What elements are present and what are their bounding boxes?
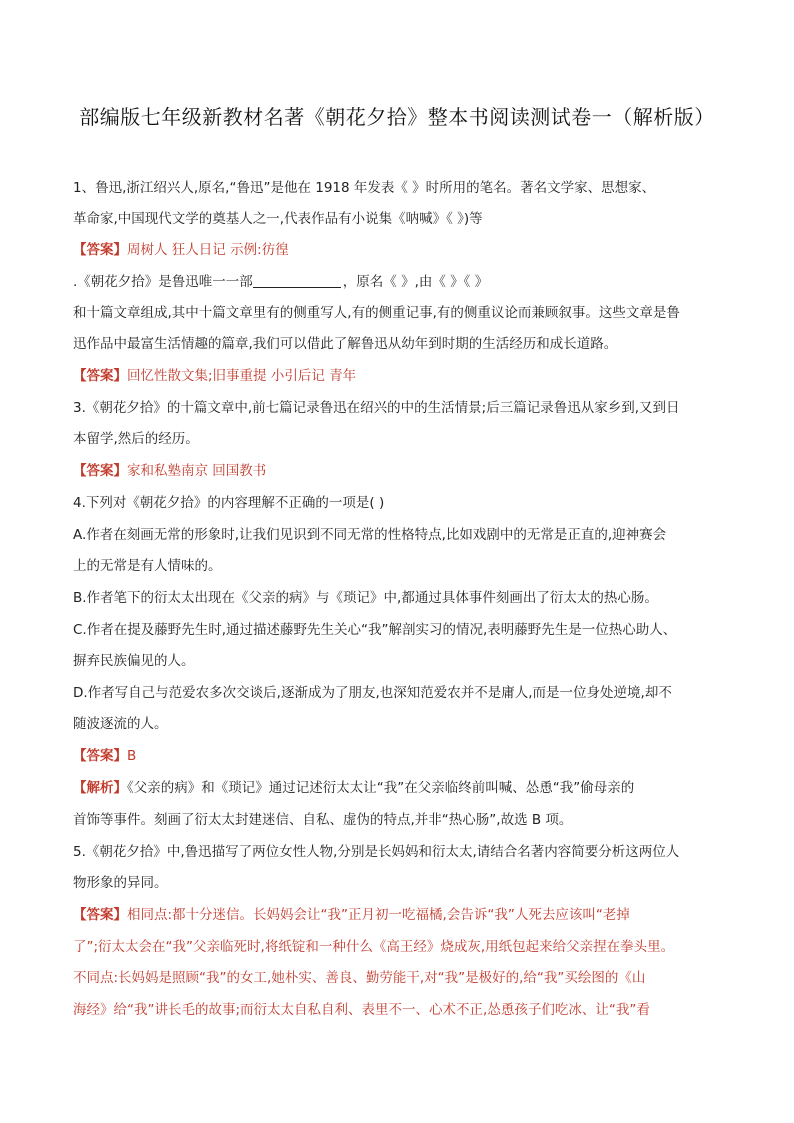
option-d-line-1: D.作者写自己与范爱农多次交谈后,逐渐成为了朋友,也深知范爱农并不是庸人,而是一位身处逆境,却不 bbox=[73, 685, 672, 701]
answer-2 bbox=[73, 366, 356, 386]
analysis-4-line-1 bbox=[73, 778, 634, 798]
answer-4 bbox=[73, 746, 136, 766]
answer-5-line-4: 海经》给“我”讲长毛的故事;而衍太太自私自利、表里不一、心术不正,怂恿孩子们吃冰、让“我”看 bbox=[73, 1002, 650, 1018]
question-1-line-2: 革命家,中国现代文学的奠基人之一,代表作品有小说集《呐喊》《 》)等 bbox=[73, 211, 483, 227]
answer-tag: 【答案】 bbox=[73, 242, 127, 258]
answer-5-line-1 bbox=[73, 905, 630, 925]
answer-1 bbox=[73, 240, 289, 260]
question-5-line-2: 物形象的异同。 bbox=[73, 875, 168, 891]
page-title: 部编版七年级新教材名著《朝花夕拾》整本书阅读测试卷一（解析版） bbox=[79, 105, 715, 129]
question-2-line-1 bbox=[73, 272, 488, 292]
question-5-line-1: 5.《朝花夕拾》中,鲁迅描写了两位女性人物,分别是长妈妈和衍太太,请结合名著内容简要分析这两位人 bbox=[73, 844, 680, 860]
option-a-line-1: A.作者在刻画无常的形象时,让我们见识到不同无常的性格特点,比如戏剧中的无常是正直的,迎神赛会 bbox=[73, 527, 667, 543]
question-2-line-2: 和十篇文章组成,其中十篇文章里有的侧重写人,有的侧重记事,有的侧重议论而兼顾叙事。这些文章是鲁 bbox=[73, 305, 680, 321]
option-a-line-2: 上的无常是有人情味的。 bbox=[73, 558, 222, 574]
answer-3 bbox=[73, 461, 266, 481]
option-b: B.作者笔下的衍太太出现在《父亲的病》与《琐记》中,都通过具体事件刻画出了衍太太的热心肠。 bbox=[73, 590, 658, 606]
answer-5-text-1: 相同点:都十分迷信。长妈妈会让“我”正月初一吃福橘,会告诉“我”人死去应该叫“老掉 bbox=[127, 907, 630, 923]
question-2-part-b: ，原名《 》,由《 》《 》 bbox=[342, 274, 489, 290]
option-d-line-2: 随波逐流的人。 bbox=[73, 716, 168, 732]
answer-blank bbox=[253, 273, 341, 288]
answer-3-text: 家和私塾南京 回国教书 bbox=[127, 463, 267, 479]
answer-5-line-2: 了”;衍太太会在“我”父亲临死时,将纸锭和一种什么《高王经》烧成灰,用纸包起来给父亲捏在拳头里。 bbox=[73, 939, 675, 955]
question-2-part-a: .《朝花夕拾》是鲁迅唯一一部 bbox=[73, 274, 253, 290]
question-3-line-1: 3.《朝花夕拾》的十篇文章中,前七篇记录鲁迅在绍兴的中的生活情景;后三篇记录鲁迅从家乡到,又到日 bbox=[73, 400, 680, 416]
question-4-stem: 4.下列对《朝花夕拾》的内容理解不正确的一项是( ) bbox=[73, 495, 385, 511]
analysis-4-text: 《父亲的病》和《琐记》通过记述衍太太让“我”在父亲临终前叫喊、怂恿“我”偷母亲的 bbox=[127, 780, 635, 796]
answer-tag: 【答案】 bbox=[73, 463, 127, 479]
answer-tag: 【答案】 bbox=[73, 907, 127, 923]
answer-5-line-3: 不同点:长妈妈是照顾“我”的女工,她朴实、善良、勤劳能干,对“我”是极好的,给“我”买绘图的《山 bbox=[73, 970, 646, 986]
option-c-line-2: 摒弃民族偏见的人。 bbox=[73, 653, 195, 669]
question-2-line-3: 迅作品中最富生活情趣的篇章,我们可以借此了解鲁迅从幼年到时期的生活经历和成长道路。 bbox=[73, 336, 618, 352]
answer-1-text: 周树人 狂人日记 示例:彷徨 bbox=[127, 242, 289, 258]
question-3-line-2: 本留学,然后的经历。 bbox=[73, 431, 199, 447]
answer-tag: 【答案】 bbox=[73, 368, 127, 384]
analysis-4-line-2: 首饰等事件。刻画了衍太太封建迷信、自私、虚伪的特点,并非“热心肠”,故选 B 项。 bbox=[73, 812, 573, 828]
option-c-line-1: C.作者在提及藤野先生时,通过描述藤野先生关心“我”解剖实习的情况,表明藤野先生是一位热心助人、 bbox=[73, 622, 677, 638]
analysis-tag: 【解析】 bbox=[73, 780, 127, 796]
answer-tag: 【答案】 bbox=[73, 748, 127, 764]
answer-4-text: B bbox=[127, 748, 137, 764]
answer-2-text: 回忆性散文集;旧事重提 小引后记 青年 bbox=[127, 368, 357, 384]
question-1-line-1: 1、鲁迅,浙江绍兴人,原名,“鲁迅”是他在 1918 年发表《 》时所用的笔名。著名文学家、思想家、 bbox=[73, 180, 656, 196]
